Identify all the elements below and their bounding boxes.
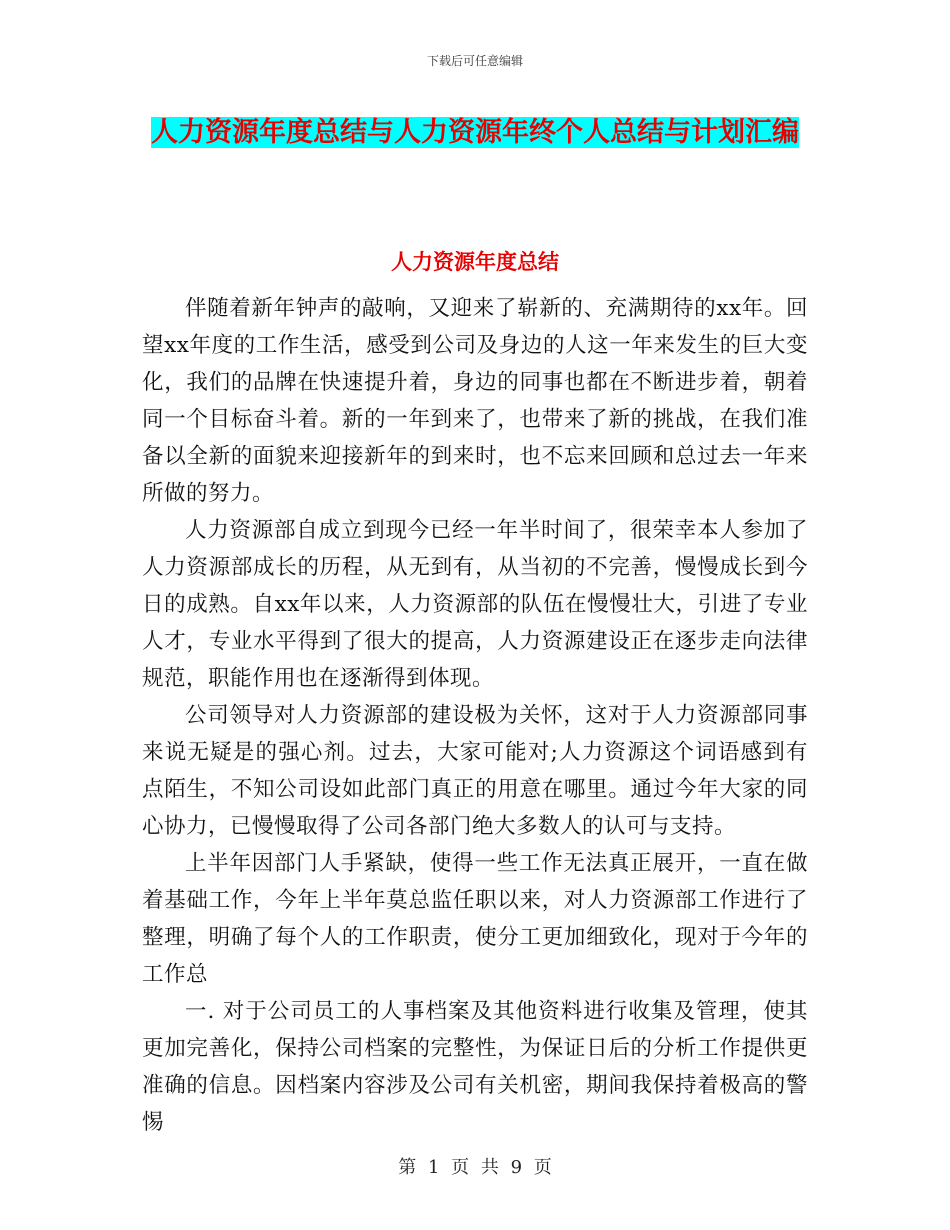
page-number-footer: 第 1 页 共 9 页 <box>398 1157 552 1178</box>
document-title-text: 人力资源年度总结与人力资源年终个人总结与计划汇编 <box>151 117 799 148</box>
body-paragraph: 人力资源部自成立到现今已经一年半时间了，很荣幸本人参加了人力资源部成长的历程，从无到有，从当初的不完善，慢慢成长到今日的成熟。自xx年以来，人力资源部的队伍在慢慢壮大，引进了专业人才，专业水平得到了很大的提高，人力资源建设正在逐步走向法律规范，职能作用也在逐渐得到体现。 <box>142 518 808 691</box>
section-title: 人力资源年度总结 <box>391 250 559 274</box>
document-title <box>140 110 810 156</box>
document-body <box>142 290 808 1141</box>
body-paragraph: 公司领导对人力资源部的建设极为关怀，这对于人力资源部同事来说无疑是的强心剂。过去，大家可能对;人力资源这个词语感到有点陌生，不知公司设如此部门真正的用意在哪里。通过今年大家的同心协力，已慢慢取得了公司各部门绝大多数人的认可与支持。 <box>142 703 808 839</box>
body-paragraph: 上半年因部门人手紧缺，使得一些工作无法真正展开，一直在做着基础工作，今年上半年莫总监任职以来，对人力资源部工作进行了整理，明确了每个人的工作职责，使分工更加细致化，现对于今年的工作总 <box>142 851 808 987</box>
page-header-note: 下载后可任意编辑 <box>426 54 523 68</box>
body-paragraph: 伴随着新年钟声的敲响，又迎来了崭新的、充满期待的xx年。回望xx年度的工作生活，感受到公司及身边的人这一年来发生的巨大变化，我们的品牌在快速提升着，身边的同事也都在不断进步着，朝着同一个目标奋斗着。新的一年到来了，也带来了新的挑战，在我们准备以全新的面貌来迎接新年的到来时，也不忘来回顾和总过去一年来所做的努力。 <box>142 296 808 506</box>
body-paragraph: 一. 对于公司员工的人事档案及其他资料进行收集及管理，使其更加完善化，保持公司档案的完整性，为保证日后的分析工作提供更准确的信息。因档案内容涉及公司有关机密，期间我保持着极高的警惕 <box>142 999 808 1135</box>
